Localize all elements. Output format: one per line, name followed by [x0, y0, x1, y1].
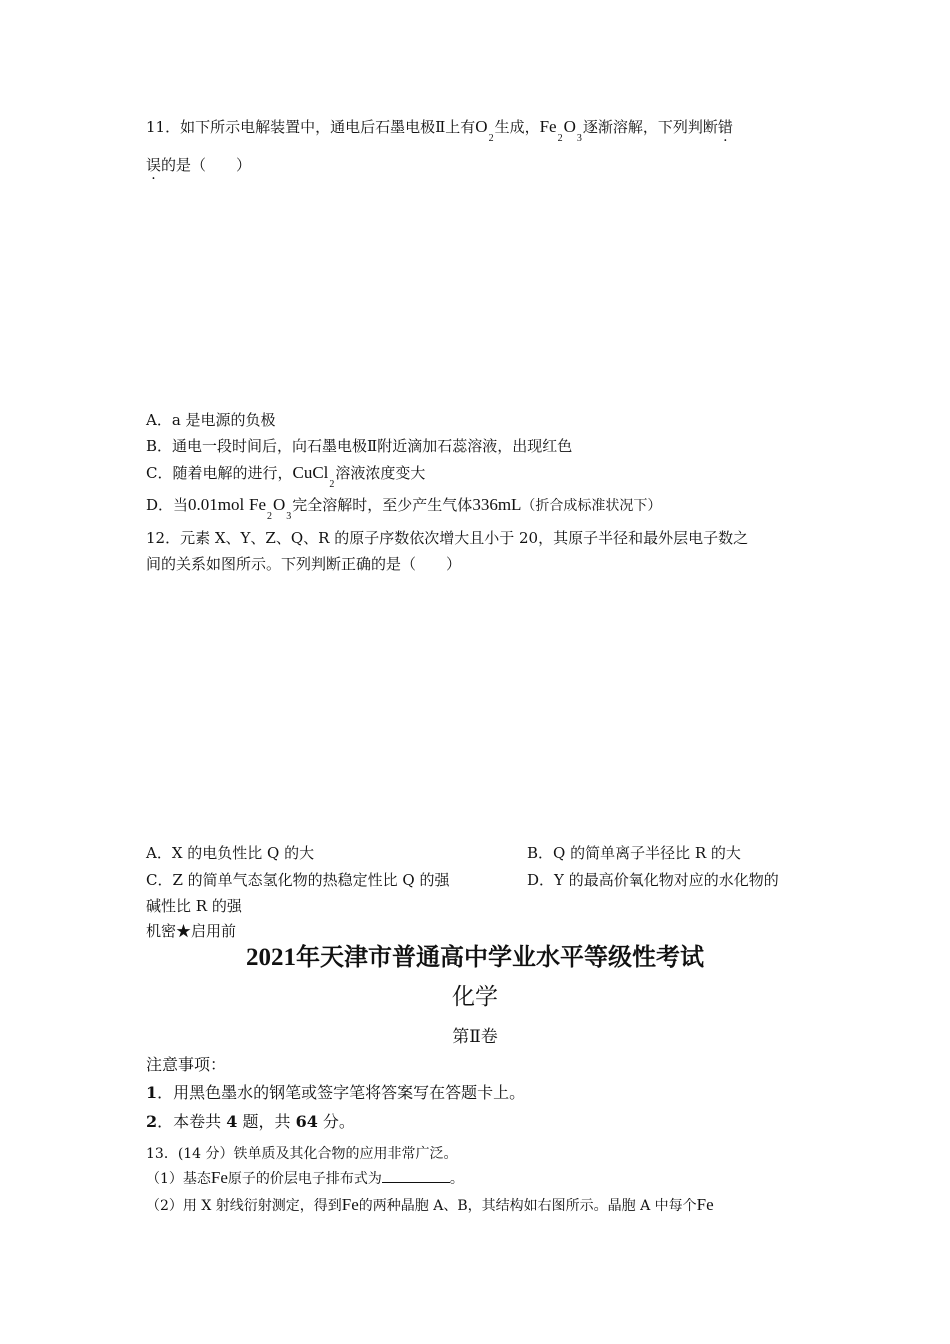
q11-option-c: [146, 462, 426, 490]
q11-stem-line2: [146, 154, 251, 176]
q11-text: D．当: [146, 496, 189, 514]
exam-year: 2021: [246, 944, 296, 971]
formula-fe: Fe: [539, 117, 557, 136]
q11-text: 11．如下所示电解装置中，通电后石墨电极Ⅱ上有: [146, 118, 476, 136]
score-total: 64: [295, 1112, 318, 1131]
q11-text: 溶液浓度变大: [335, 464, 426, 482]
emphasis-char: 误: [146, 156, 162, 174]
formula-fe: Fe: [249, 495, 267, 514]
note-number: 2: [146, 1112, 158, 1131]
q11-option-a: A．a 是电源的负极: [146, 411, 276, 429]
q11-text: 生成，: [494, 118, 540, 136]
q12-radius-graph-figure: [146, 585, 806, 835]
q13-text: 。: [449, 1171, 464, 1187]
q11-option-d: [146, 494, 662, 522]
formula-o: O: [475, 117, 488, 136]
q11-stem-line1: [146, 116, 733, 144]
notes-label: 注意事项：: [146, 1055, 227, 1074]
formula-sub: 3: [286, 511, 292, 522]
q13-text: （1）基态: [146, 1171, 211, 1187]
note-number: 1: [146, 1083, 158, 1102]
note-2: [146, 1111, 355, 1133]
formula-sub: 3: [576, 133, 582, 144]
q11-text: 的是（ ）: [161, 156, 252, 174]
answer-blank: [382, 1168, 450, 1183]
formula-o: O: [563, 117, 576, 136]
q12-stem-line2: 间的关系如图所示。下列判断正确的是（ ）: [146, 555, 462, 573]
exam-title: [0, 942, 950, 973]
formula-fe: Fe: [341, 1195, 359, 1214]
note-text: ．本卷共: [157, 1112, 227, 1131]
q12-option-d-continued: 碱性比 R 的强: [146, 897, 242, 915]
note-text: ．用黑色墨水的钢笔或签字笔将答案写在答题卡上。: [157, 1083, 526, 1102]
formula-sub: 2: [329, 479, 335, 490]
q12-option-d: D．Y 的最高价氧化物对应的水化物的: [527, 871, 779, 889]
formula-sub: 2: [557, 133, 563, 144]
formula-cucl: CuCl: [292, 463, 329, 482]
emphasis-char: 错: [717, 118, 733, 136]
q13-part2: [146, 1194, 714, 1217]
q11-text: C．随着电解的进行，: [146, 464, 293, 482]
volume-label: 第Ⅱ卷: [452, 1027, 498, 1047]
q11-electrolysis-figure: [146, 190, 806, 400]
formula-o: O: [273, 495, 286, 514]
subject-title: 化学: [452, 984, 498, 1010]
question-count: 4: [226, 1112, 238, 1131]
note-text: 题，共: [237, 1112, 296, 1131]
q13-text: 的两种晶胞 A、B，其结构如右图所示。晶胞 A 中每个: [358, 1198, 697, 1214]
formula-sub: 2: [488, 133, 494, 144]
confidential-label: 机密★启用前: [146, 922, 237, 940]
q13-text: （2）用 X 射线衍射测定，得到: [146, 1198, 342, 1214]
note-text: 分。: [317, 1112, 355, 1131]
formula-fe: Fe: [210, 1168, 228, 1187]
volume: 336mL: [472, 495, 522, 514]
amount: 0.01mol: [188, 495, 245, 514]
q11-option-b: B．通电一段时间后，向石墨电极Ⅱ附近滴加石蕊溶液，出现红色: [146, 437, 573, 455]
q13-text: 原子的价层电子排布式为: [227, 1171, 382, 1187]
q13-intro: 13．(14 分）铁单质及其化合物的应用非常广泛。: [146, 1146, 458, 1162]
q12-option-c: C．Z 的简单气态氢化物的热稳定性比 Q 的强: [146, 871, 450, 889]
formula-sub: 2: [267, 511, 273, 522]
exam-title-text: 年天津市普通高中学业水平等级性考试: [296, 942, 704, 971]
q12-option-a: A．X 的电负性比 Q 的大: [146, 844, 315, 862]
q11-text: （折合成标准状况下）: [521, 498, 662, 514]
q13-part1: [146, 1167, 464, 1190]
formula-fe: Fe: [696, 1195, 714, 1214]
q11-text: 逐渐溶解，下列判断: [582, 118, 718, 136]
note-1: [146, 1082, 525, 1104]
q12-option-b: B．Q 的简单离子半径比 R 的大: [527, 844, 741, 862]
q11-text: 完全溶解时，至少产生气体: [292, 496, 473, 514]
q12-stem-line1: 12．元素 X、Y、Z、Q、R 的原子序数依次增大且小于 20，其原子半径和最外层电子数之: [146, 529, 749, 547]
